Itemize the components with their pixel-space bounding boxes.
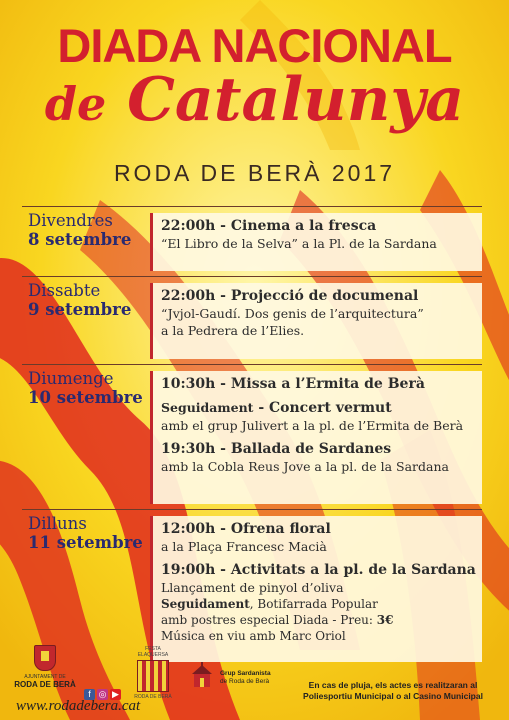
weekday: Dilluns	[28, 514, 87, 533]
event-title: 19:00h - Activitats a la pl. de la Sardana	[161, 562, 476, 578]
event-name: Ofrena floral	[230, 521, 331, 537]
event-desc: amb la Cobla Reus Jove a la pl. de la Sardana	[161, 459, 449, 474]
day-section-sunday	[22, 364, 482, 510]
seguidament-label: Seguidament	[161, 597, 250, 611]
subtitle: RODA DE BERÀ 2017	[113, 160, 396, 186]
website-link[interactable]: www.rodadebera.cat	[16, 698, 141, 714]
grup-sardanista	[220, 670, 271, 686]
festa-logo	[130, 646, 176, 700]
event-desc: amb el grup Julivert a la pl. de l’Ermita de Berà	[161, 418, 464, 433]
day-label	[28, 514, 143, 552]
festa-bottom-text: RODA DE BERÀ	[134, 694, 172, 700]
event-time: 22:00h	[161, 288, 216, 304]
date: 10 setembre	[28, 388, 143, 407]
facebook-icon[interactable]: f	[84, 689, 95, 700]
rain-notice	[288, 680, 498, 702]
date: 8 setembre	[28, 230, 132, 249]
event-time: Seguidament	[161, 400, 254, 415]
event-desc: a la Pedrera de l’Elies.	[161, 323, 305, 338]
event-desc: Llançament de pinyol d’oliva	[161, 580, 344, 595]
event-desc: “El Libro de la Selva” a la Pl. de la Sardana	[161, 236, 437, 251]
weekday: Dissabte	[28, 281, 101, 300]
youtube-icon[interactable]: ▶	[110, 689, 121, 700]
event-title: 12:00h - Ofrena floral	[161, 521, 331, 537]
chapel-icon	[190, 662, 214, 688]
event-title: Seguidament - Concert vermut	[161, 400, 392, 416]
event-time: 12:00h	[161, 521, 216, 537]
event-desc: a la Plaça Francesc Macià	[161, 539, 327, 554]
event-title: 19:30h - Ballada de Sardanes	[161, 441, 392, 457]
date: 11 setembre	[28, 533, 143, 552]
ajuntament-label: AJUNTAMENT DE	[24, 674, 66, 680]
grup-line-2: de Roda de Berà	[220, 678, 270, 685]
footer	[0, 640, 509, 720]
title-de: de	[44, 77, 107, 131]
event-name: Ballada de Sardanes	[230, 441, 392, 457]
day-section-friday	[22, 206, 482, 277]
day-label	[28, 211, 131, 249]
event-title: 22:00h - Cinema a la fresca	[161, 218, 377, 234]
day-section-saturday	[22, 276, 482, 365]
event-box	[150, 213, 482, 271]
event-title: 22:00h - Projecció de documenal	[161, 288, 419, 304]
seguidament-text: , Botifarrada Popular	[249, 597, 378, 611]
event-time: 10:30h	[161, 376, 216, 392]
price: 3€	[376, 613, 394, 627]
event-box	[150, 371, 482, 504]
title-line-2	[0, 65, 509, 135]
event-extra-1	[161, 596, 476, 612]
event-box	[150, 283, 482, 359]
event-name: Missa a l’Ermita de Berà	[230, 376, 425, 392]
instagram-icon[interactable]: ◎	[98, 689, 107, 699]
event-title: 10:30h - Missa a l’Ermita de Berà	[161, 376, 425, 392]
title-catalunya: Catalunya	[127, 65, 465, 135]
day-label	[28, 369, 143, 407]
event-extra-2	[161, 612, 476, 628]
town-crest-icon	[34, 645, 56, 671]
weekday: Diumenge	[28, 369, 114, 388]
festa-emblem-icon	[137, 660, 169, 692]
event-extra-3: Música en viu amb Marc Oriol	[161, 629, 346, 643]
grup-line-1: Grup Sardanista	[220, 670, 271, 677]
event-desc: “Jvjol-Gaudí. Dos genis de l’arquitectura”	[161, 306, 424, 321]
title-line-1: DIADA NACIONAL	[57, 19, 452, 72]
event-time: 19:00h	[161, 562, 216, 578]
dessert-text: amb postres especial Diada - Preu:	[161, 613, 377, 627]
event-time: 19:30h	[161, 441, 216, 457]
rain-line-1: En cas de pluja, els actes es realitzaran al	[308, 680, 478, 690]
date: 9 setembre	[28, 300, 132, 319]
event-time: 22:00h	[161, 218, 216, 234]
day-label	[28, 281, 131, 319]
event-name: Projecció de documenal	[230, 288, 419, 304]
event-name: Concert vermut	[269, 400, 392, 416]
event-name: Activitats a la pl. de la Sardana	[230, 562, 476, 578]
event-name: Cinema a la fresca	[230, 218, 377, 234]
festa-top-text: FESTA ELAQUERSA	[137, 646, 169, 658]
rain-line-2: Poliesportiu Municipal o al Casino Municipal	[303, 691, 483, 701]
weekday: Divendres	[28, 211, 113, 230]
ajuntament-name: RODA DE BERÀ	[14, 680, 76, 689]
